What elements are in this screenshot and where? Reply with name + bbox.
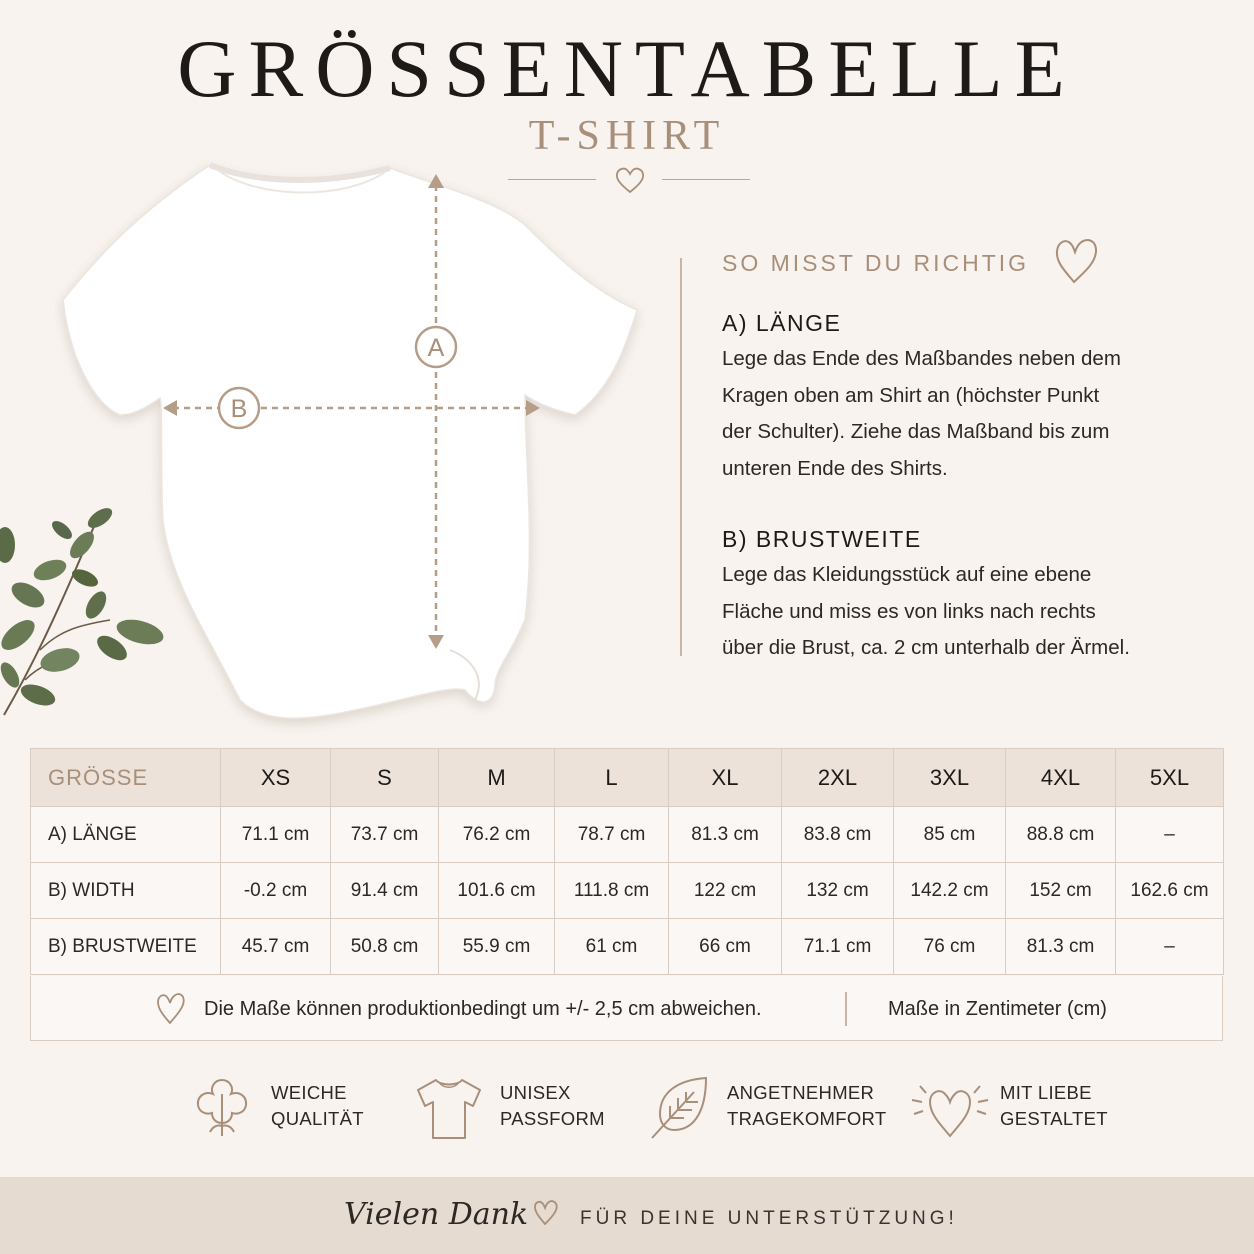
feature-label-line2: TRAGEKOMFORT (727, 1108, 887, 1129)
marker-a-label: A (427, 334, 445, 362)
table-cell: 78.7 cm (555, 807, 669, 863)
cotton-icon (188, 1074, 256, 1142)
tshirt-image (55, 160, 645, 735)
section-a-title: A) LÄNGE (722, 310, 842, 336)
feature-item (648, 1072, 888, 1142)
table-cell: 101.6 cm (439, 863, 555, 919)
heart-icon (155, 990, 187, 1026)
section-a-line: der Schulter). Ziehe das Maßband bis zum (722, 420, 1110, 443)
feature-label-line2: PASSFORM (500, 1108, 605, 1129)
section-b (722, 526, 1192, 667)
table-header-cell: M (439, 749, 555, 807)
tshirt-diagram (55, 160, 645, 735)
heart-icon (1052, 234, 1100, 286)
note-divider (845, 992, 847, 1026)
feature-label-line1: MIT LIEBE (1000, 1082, 1092, 1103)
table-header-cell: L (555, 749, 669, 807)
tolerance-note: Die Maße können produktionbedingt um +/- 2,5 cm abweichen. (204, 998, 762, 1020)
table-row (31, 919, 1224, 975)
table-cell: 162.6 cm (1116, 863, 1224, 919)
feature-label-line1: WEICHE (271, 1082, 347, 1103)
table-header-cell: 3XL (894, 749, 1006, 807)
table-cell: A) LÄNGE (31, 807, 221, 863)
section-b-title: B) BRUSTWEITE (722, 526, 922, 552)
table-header-cell: XS (221, 749, 331, 807)
section-a-body (722, 341, 1192, 487)
table-cell: 76.2 cm (439, 807, 555, 863)
table-header-cell: GRÖSSE (31, 749, 221, 807)
table-cell: – (1116, 807, 1224, 863)
table-cell: 61 cm (555, 919, 669, 975)
table-header-cell: XL (669, 749, 782, 807)
section-b-line: über die Brust, ca. 2 cm unterhalb der Ärmel. (722, 636, 1130, 659)
table-cell: 111.8 cm (555, 863, 669, 919)
table-cell: 88.8 cm (1006, 807, 1116, 863)
table-cell: 71.1 cm (221, 807, 331, 863)
table-header-cell: 4XL (1006, 749, 1116, 807)
feature-label-line1: UNISEX (500, 1082, 571, 1103)
table-cell: 73.7 cm (331, 807, 439, 863)
section-a-line: unteren Ende des Shirts. (722, 456, 948, 480)
page-title: GRÖSSENTABELLE (177, 23, 1077, 114)
section-a (722, 310, 1192, 487)
footer-banner (0, 1177, 1254, 1254)
leaf-icon (648, 1074, 712, 1142)
tshirt-icon (412, 1074, 486, 1142)
table-cell: 55.9 cm (439, 919, 555, 975)
table-cell: -0.2 cm (221, 863, 331, 919)
table-note-row (30, 976, 1223, 1041)
section-a-line: Kragen oben am Shirt an (höchster Punkt (722, 383, 1100, 407)
size-table (30, 748, 1224, 975)
table-cell: 85 cm (894, 807, 1006, 863)
table-row (31, 863, 1224, 919)
table-cell: 81.3 cm (669, 807, 782, 863)
feature-item (188, 1072, 388, 1142)
unit-note: Maße in Zentimeter (cm) (888, 998, 1107, 1020)
feature-label-line1: ANGETNEHMER (727, 1082, 875, 1103)
page-subtitle: T-SHIRT (528, 113, 726, 159)
instructions-divider (680, 258, 682, 656)
table-header-cell: 2XL (782, 749, 894, 807)
table-cell: B) WIDTH (31, 863, 221, 919)
table-cell: 142.2 cm (894, 863, 1006, 919)
table-row (31, 807, 1224, 863)
table-cell: 71.1 cm (782, 919, 894, 975)
table-cell: 83.8 cm (782, 807, 894, 863)
feature-label-line2: QUALITÄT (271, 1108, 364, 1129)
table-cell: – (1116, 919, 1224, 975)
table-cell: 91.4 cm (331, 863, 439, 919)
feature-label-line2: GESTALTET (1000, 1108, 1108, 1129)
table-cell: 132 cm (782, 863, 894, 919)
table-cell: B) BRUSTWEITE (31, 919, 221, 975)
table-cell: 122 cm (669, 863, 782, 919)
heart-sparkle-icon (908, 1074, 992, 1142)
heart-icon (532, 1197, 560, 1227)
section-b-body (722, 557, 1192, 667)
table-cell: 152 cm (1006, 863, 1116, 919)
table-header-row (31, 749, 1224, 807)
section-b-line: Lege das Kleidungsstück auf eine ebene (722, 563, 1092, 586)
table-cell: 81.3 cm (1006, 919, 1116, 975)
table-cell: 76 cm (894, 919, 1006, 975)
thanks-script: Vielen Dank (344, 1197, 529, 1232)
table-header-cell: S (331, 749, 439, 807)
section-a-line: Lege das Ende des Maßbandes neben dem (722, 347, 1121, 370)
section-b-line: Fläche und miss es von links nach rechts (722, 599, 1096, 623)
instructions-heading: SO MISST DU RICHTIG (722, 250, 1030, 276)
feature-item (908, 1072, 1118, 1142)
feature-item (412, 1072, 622, 1142)
table-header-cell: 5XL (1116, 749, 1224, 807)
thanks-text: FÜR DEINE UNTERSTÜTZUNG! (580, 1208, 958, 1229)
table-cell: 45.7 cm (221, 919, 331, 975)
marker-b-label: B (230, 395, 248, 423)
divider-right (662, 179, 750, 180)
table-cell: 50.8 cm (331, 919, 439, 975)
table-cell: 66 cm (669, 919, 782, 975)
